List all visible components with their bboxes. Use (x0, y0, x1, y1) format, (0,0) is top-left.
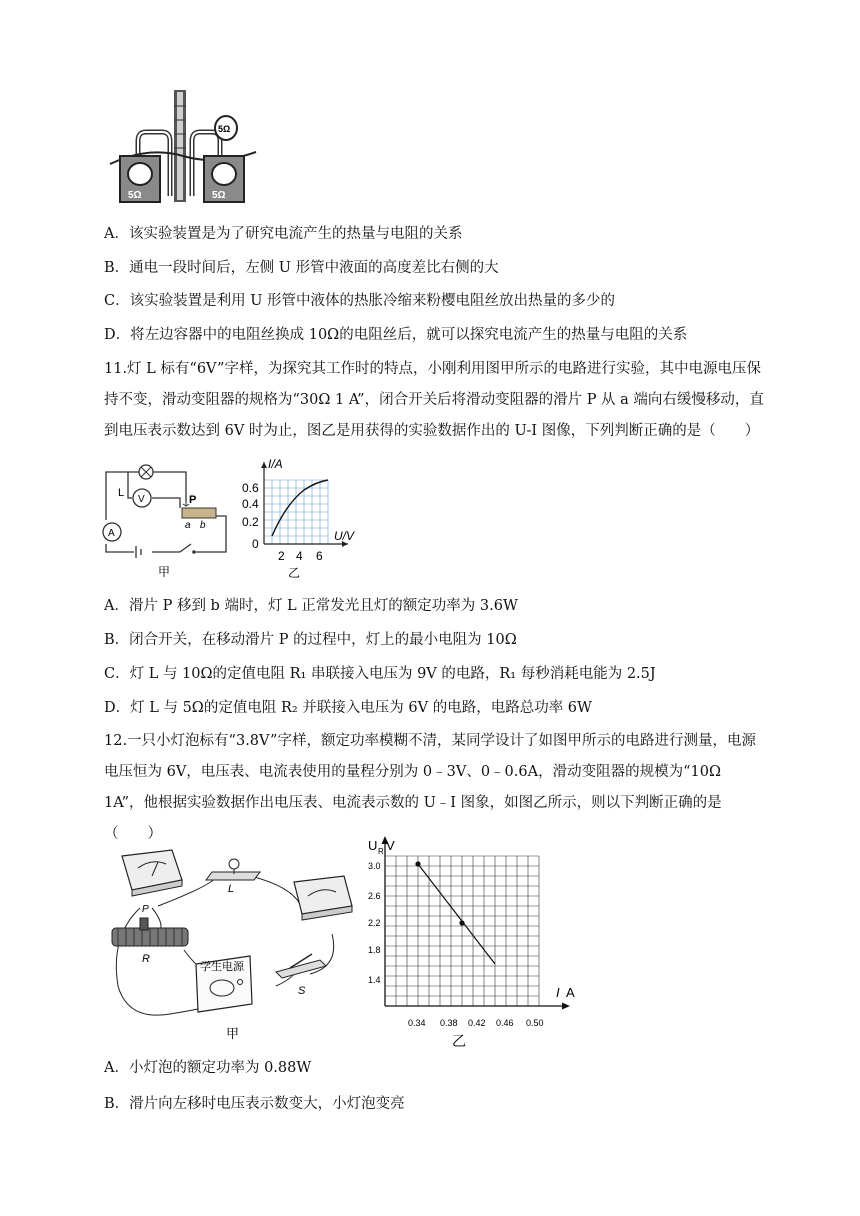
q12-switch-label: S (298, 985, 306, 997)
q11-ytick-3: 0.2 (242, 515, 259, 529)
q11-ytick-4: 0 (252, 537, 259, 551)
q11-lamp-label: L (118, 487, 125, 499)
q11-graph-caption: 乙 (288, 566, 301, 580)
q11-end-b-label: b (200, 520, 206, 531)
q12-ytick-3: 2.2 (368, 918, 381, 928)
q11-option-a: A．滑片 P 移到 b 端时，灯 L 正常发光且灯的额定功率为 3.6W (104, 598, 518, 614)
q11-graph-xlabel: U/V (334, 529, 355, 543)
q12-option-b: B．滑片向左移时电压表示数变大，小灯泡变亮 (104, 1096, 405, 1112)
q12-stem: 12.一只小灯泡标有“3.8V”字样，额定功率模糊不清，某同学设计了如图甲所示的电路进行测量，电源电压恒为 6V，电压表、电流表使用的量程分别为 0﹣3V、0﹣0.6A，滑动变阻器的规模为“10Ω 1A”，他根据实验数据作出电压表、电流表示数的 U﹣I 图象，如图乙所示，则以下判断正确的是（ ） (104, 733, 756, 842)
q12-ytick-2: 2.6 (368, 891, 381, 901)
q11-xtick-2: 4 (296, 549, 303, 563)
q10-right-resistor-label: 5Ω (212, 190, 226, 201)
q11-circuit-figure (96, 458, 236, 584)
q10-option-c: C．该实验装置是利用 U 形管中液体的热胀冷缩来粉樱电阻丝放出热量的多少的 (104, 293, 616, 309)
q10-left-resistor-label: 5Ω (128, 190, 142, 201)
q12-apparatus-caption: 甲 (226, 1026, 240, 1041)
q11-option-b: B．闭合开关，在移动滑片 P 的过程中，灯上的最小电阻为 10Ω (104, 632, 517, 648)
q10-top-resistor-label: 5Ω (218, 124, 231, 134)
q11-voltmeter-label: V (138, 494, 145, 505)
q10-option-d: D．将左边容器中的电阻丝换成 10Ω的电阻丝后，就可以探究电流产生的热量与电阻的关系 (104, 327, 688, 343)
q12-slider-label: P (142, 904, 149, 915)
q12-graph-xunit: A (566, 985, 575, 1000)
q12-rheostat-label: R (142, 953, 150, 965)
q12-graph-caption: 乙 (452, 1033, 466, 1049)
q12-xtick-4: 0.46 (496, 1018, 514, 1028)
q11-ui-graph (238, 456, 368, 584)
q11-stem: 11.灯 L 标有“6V”字样，为探究其工作时的特点，小刚利用图甲所示的电路进行实验，其中电源电压保持不变，滑动变阻器的规格为“30Ω 1 A”，闭合开关后将滑动变阻器的滑片 P 从 a 端向右缓慢移动，直到电压表示数达到 6V 时为止，图乙是用获得的实验数据作出的 U-I 图像，下列判断正确的是（ ） (104, 361, 764, 439)
q12-graph-yunit: V (386, 838, 395, 853)
q11-ytick-1: 0.6 (242, 481, 259, 495)
q11-xtick-3: 6 (316, 549, 323, 563)
q12-power-supply-label: 学生电源 (200, 961, 244, 973)
q11-circuit-caption: 甲 (158, 565, 171, 579)
q12-xtick-1: 0.34 (408, 1018, 426, 1028)
q11-ytick-2: 0.4 (242, 497, 259, 511)
q12-xtick-3: 0.42 (468, 1018, 486, 1028)
q11-ammeter-label: A (108, 528, 115, 539)
q12-option-a: A．小灯泡的额定功率为 0.88W (104, 1060, 312, 1076)
q12-apparatus-figure (100, 846, 366, 1044)
q12-xtick-2: 0.38 (440, 1018, 458, 1028)
q12-ui-graph (360, 830, 582, 1056)
q11-slider-label: P (189, 494, 197, 506)
q10-option-b: B．通电一段时间后，左侧 U 形管中液面的高度差比右侧的大 (104, 260, 499, 276)
q12-lamp-label: L (228, 883, 235, 895)
q12-ytick-1: 3.0 (368, 861, 381, 871)
q11-xtick-1: 2 (278, 549, 285, 563)
q12-xtick-5: 0.50 (526, 1018, 544, 1028)
q11-end-a-label: a (185, 520, 191, 531)
q11-option-c: C．灯 L 与 10Ω的定值电阻 R₁ 串联接入电压为 9V 的电路，R₁ 每秒消耗电能为 2.5J (104, 666, 656, 682)
q12-ytick-4: 1.8 (368, 945, 381, 955)
q11-graph-ylabel: I/A (268, 457, 283, 471)
q10-option-a: A．该实验装置是为了研究电流产生的热量与电阻的关系 (104, 226, 463, 242)
q10-apparatus-figure (108, 86, 258, 206)
q12-graph-ylabel: U (368, 838, 378, 853)
q11-option-d: D．灯 L 与 5Ω的定值电阻 R₂ 并联接入电压为 6V 的电路，电路总功率 6W (104, 700, 592, 716)
q12-ytick-5: 1.4 (368, 975, 381, 985)
q12-graph-xlabel: I (556, 985, 560, 1000)
q12-graph-ylabel-subscript: R (378, 847, 384, 856)
